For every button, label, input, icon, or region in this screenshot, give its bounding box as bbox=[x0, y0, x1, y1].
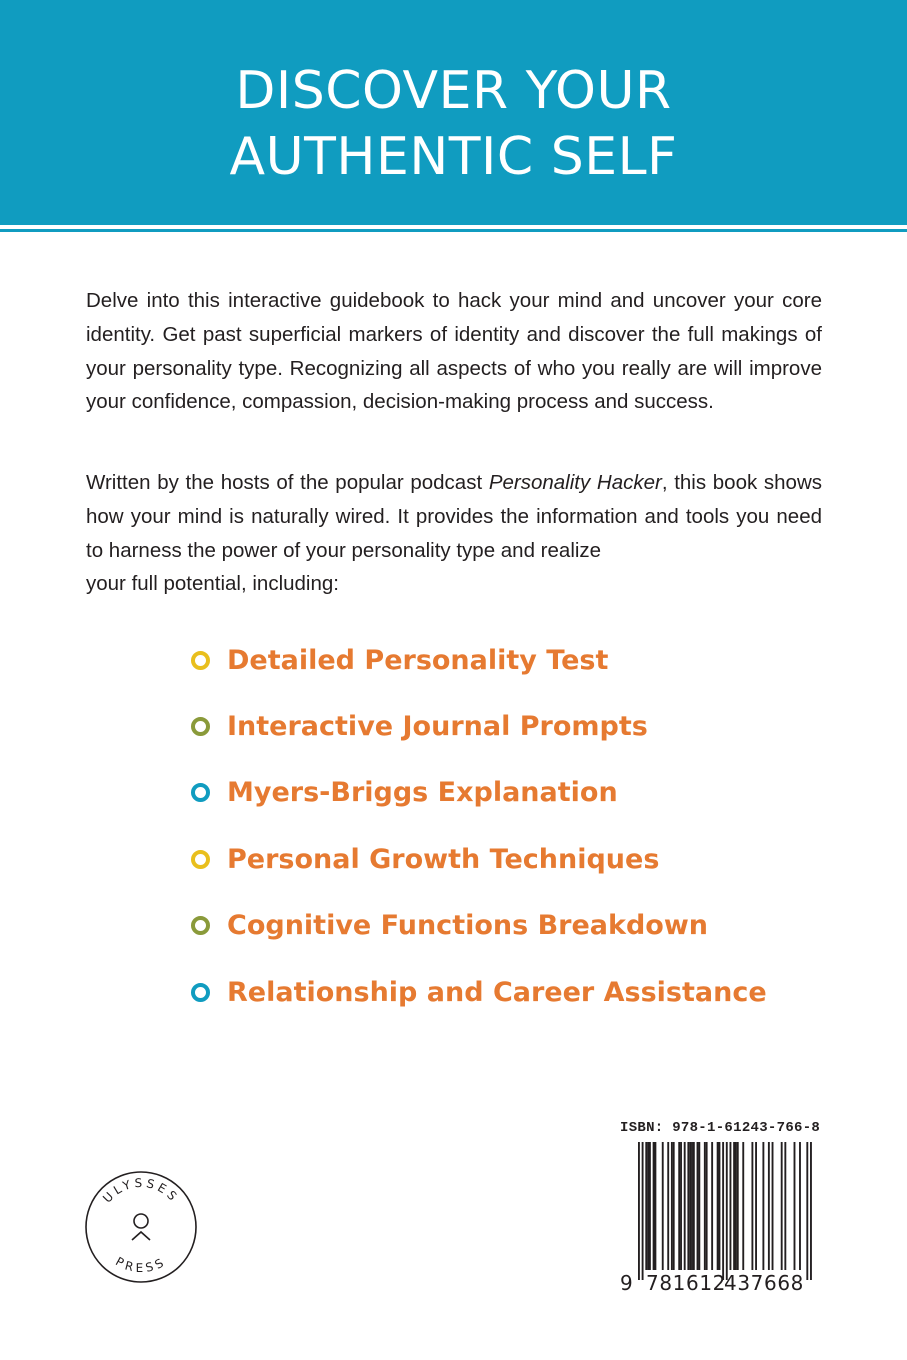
description-paragraph-2 bbox=[86, 466, 822, 601]
barcode-bar bbox=[711, 1142, 713, 1270]
barcode-bar bbox=[717, 1142, 719, 1270]
barcode-bar bbox=[638, 1142, 640, 1280]
ring-bullet-icon bbox=[191, 850, 210, 869]
barcode-bar bbox=[667, 1142, 669, 1270]
barcode-bar bbox=[689, 1142, 691, 1270]
podcast-title: Personality Hacker bbox=[488, 471, 662, 494]
banner-divider bbox=[0, 229, 907, 232]
barcode-bar bbox=[706, 1142, 708, 1270]
barcode-bar bbox=[730, 1142, 732, 1270]
barcode-bar bbox=[799, 1142, 801, 1270]
cover-headline bbox=[0, 58, 907, 190]
isbn-label: ISBN: 978-1-61243-766-8 bbox=[620, 1120, 821, 1136]
barcode-bar bbox=[755, 1142, 757, 1270]
ring-bullet-icon bbox=[191, 783, 210, 802]
barcode-bar bbox=[810, 1142, 812, 1280]
ring-bullet-icon bbox=[191, 916, 210, 935]
barcode-bar bbox=[762, 1142, 764, 1270]
feature-item bbox=[191, 760, 767, 826]
feature-item bbox=[191, 826, 767, 892]
feature-item bbox=[191, 959, 767, 1025]
barcode-bar bbox=[742, 1142, 744, 1270]
logo-circle-mark bbox=[134, 1214, 148, 1228]
barcode-bar bbox=[653, 1142, 655, 1270]
paragraph-2-end: your full potential, including: bbox=[86, 572, 339, 596]
barcode-bar bbox=[784, 1142, 786, 1270]
isbn-barcode bbox=[618, 1138, 812, 1298]
feature-label: Myers-Briggs Explanation bbox=[227, 777, 618, 809]
barcode-bar bbox=[691, 1142, 693, 1270]
barcode-bar bbox=[647, 1142, 649, 1270]
ring-bullet-icon bbox=[191, 717, 210, 736]
barcode-bar bbox=[645, 1142, 647, 1270]
barcode-bar bbox=[794, 1142, 796, 1270]
barcode-bar bbox=[673, 1142, 675, 1270]
barcode-bar bbox=[649, 1142, 651, 1270]
feature-item bbox=[191, 693, 767, 759]
barcode-bar bbox=[654, 1142, 656, 1270]
barcode-bar bbox=[678, 1142, 680, 1270]
barcode-bar bbox=[751, 1142, 753, 1270]
logo-chevron-mark bbox=[132, 1232, 150, 1240]
headline-line-2: AUTHENTIC SELF bbox=[229, 127, 678, 187]
barcode-right-digits: 437668 bbox=[724, 1271, 804, 1295]
barcode-bar bbox=[697, 1142, 699, 1270]
barcode-bar bbox=[687, 1142, 689, 1270]
barcode-bar bbox=[781, 1142, 783, 1270]
headline-line-1: DISCOVER YOUR bbox=[235, 61, 672, 121]
barcode-bar bbox=[642, 1142, 644, 1280]
barcode-bar bbox=[662, 1142, 664, 1270]
barcode-bar bbox=[719, 1142, 721, 1270]
barcode-bar bbox=[684, 1142, 686, 1270]
barcode-bar bbox=[693, 1142, 695, 1270]
barcode-bar bbox=[735, 1142, 737, 1270]
barcode-bar bbox=[704, 1142, 706, 1270]
paragraph-2-intro: Written by the hosts of the popular podcast bbox=[86, 471, 489, 494]
barcode-left-digits: 781612 bbox=[646, 1271, 726, 1295]
barcode-bar bbox=[733, 1142, 735, 1270]
barcode-bar bbox=[722, 1142, 724, 1280]
ring-bullet-icon bbox=[191, 651, 210, 670]
barcode-bar bbox=[768, 1142, 770, 1270]
barcode-bar bbox=[806, 1142, 808, 1280]
barcode-bar bbox=[698, 1142, 700, 1270]
ring-bullet-icon bbox=[191, 983, 210, 1002]
ulysses-press-logo bbox=[84, 1170, 198, 1284]
paragraph-2-body: , this book shows how your mind is naturally wired. It provides the information and tools you need to harness the power of your personality type and realize bbox=[86, 471, 823, 562]
feature-list bbox=[191, 627, 767, 1025]
feature-label: Personal Growth Techniques bbox=[227, 843, 660, 875]
logo-top-text: ULYSSES bbox=[100, 1175, 182, 1206]
feature-item bbox=[191, 893, 767, 959]
barcode-bar bbox=[772, 1142, 774, 1270]
logo-bottom-text: PRESS bbox=[113, 1254, 169, 1276]
feature-label: Relationship and Career Assistance bbox=[227, 976, 767, 1008]
feature-label: Cognitive Functions Breakdown bbox=[227, 910, 709, 942]
barcode-bar bbox=[671, 1142, 673, 1270]
description-paragraph-1: Delve into this interactive guidebook to hack your mind and uncover your core identity. Get past superficial markers of identity and discover the full makings of your personality type. Recognizing all aspects of who you really are will improve your confidence, compassion, decision-making process and success. bbox=[86, 289, 822, 414]
feature-item bbox=[191, 627, 767, 693]
feature-label: Interactive Journal Prompts bbox=[227, 711, 648, 743]
barcode-bar bbox=[680, 1142, 682, 1270]
barcode-bar bbox=[726, 1142, 728, 1280]
barcode-first-digit: 9 bbox=[620, 1271, 633, 1295]
barcode-bar bbox=[737, 1142, 739, 1270]
feature-label: Detailed Personality Test bbox=[227, 644, 609, 676]
